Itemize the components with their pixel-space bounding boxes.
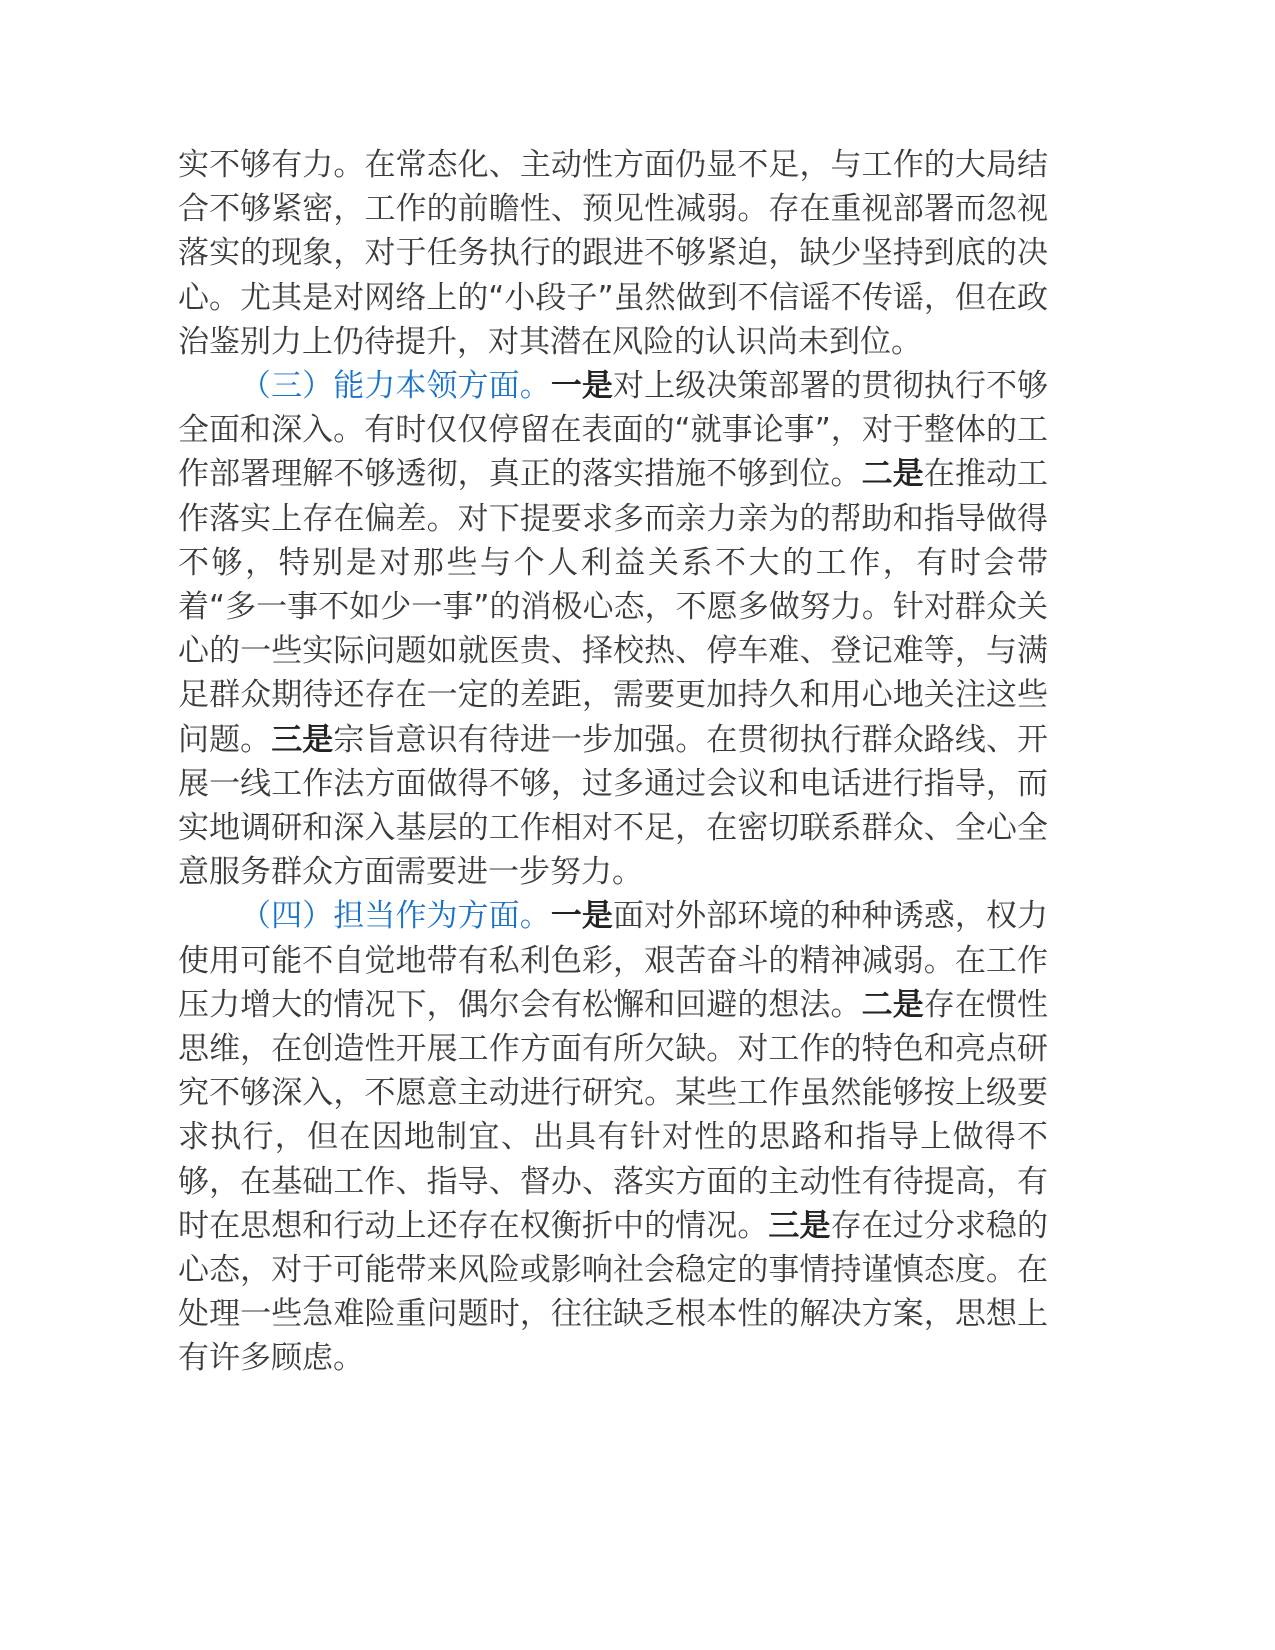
keyword-first: 一是: [550, 898, 613, 935]
paragraph-text: 存在惯性思维，在创造性开展工作方面有所欠缺。对工作的特色和亮点研究不够深入，不愿意主动进行研究。某些工作虽然能够按上级要求执行，但在因地制宜、出具有针对性的思路和指导上做得不够，在基础工作、指导、督办、落实方面的主动性有待提高，有时在思想和行动上还存在权衡折中的情况。: [178, 986, 1049, 1244]
paragraph-text: 面对外部环境的种种诱惑，权力使用可能不自觉地带有私利色彩，艰苦奋斗的精神减弱。在工作压力增大的情况下，偶尔会有松懈和回避的想法。: [178, 898, 1049, 1023]
paragraph-text: 对上级决策部署的贯彻执行不够全面和深入。有时仅仅停留在表面的“就事论事”，对于整体的工作部署理解不够透彻，真正的落实措施不够到位。: [178, 368, 1049, 493]
keyword-first: 一是: [550, 368, 613, 405]
paragraph-text: 存在过分求稳的心态，对于可能带来风险或影响社会稳定的事情持谨慎态度。在处理一些急难险重问题时，往往缺乏根本性的解决方案，思想上有许多顾虑。: [178, 1207, 1049, 1377]
paragraph-text: 宗旨意识有待进一步加强。在贯彻执行群众路线、开展一线工作法方面做得不够，过多通过会议和电话进行指导，而实地调研和深入基层的工作相对不足，在密切联系群众、全心全意服务群众方面需要进一步努力。: [178, 721, 1049, 891]
document-page: [178, 143, 1048, 1381]
keyword-third: 三是: [768, 1207, 831, 1244]
paragraph-ability: [178, 364, 1048, 894]
section-heading-ability: （三）能力本领方面。: [240, 368, 551, 405]
paragraph-continuation: [178, 143, 1048, 364]
section-heading-responsibility: （四）担当作为方面。: [240, 898, 551, 935]
paragraph-text: 在推动工作落实上存在偏差。对下提要求多而亲力亲为的帮助和指导做得不够，特别是对那些与个人利益关系不大的工作，有时会带着“多一事不如少一事”的消极心态，不愿多做努力。针对群众关心的一些实际问题如就医贵、择校热、停车难、登记难等，与满足群众期待还存在一定的差距，需要更加持久和用心地关注这些问题。: [178, 456, 1049, 758]
paragraph-responsibility: [178, 894, 1048, 1380]
keyword-second: 二是: [861, 986, 924, 1023]
keyword-second: 二是: [861, 456, 924, 493]
keyword-third: 三是: [271, 721, 334, 758]
paragraph-text: 实不够有力。在常态化、主动性方面仍显不足，与工作的大局结合不够紧密，工作的前瞻性、预见性减弱。存在重视部署而忽视落实的现象，对于任务执行的跟进不够紧迫，缺少坚持到底的决心。尤其是对网络上的“小段子”虽然做到不信谣不传谣，但在政治鉴别力上仍待提升，对其潜在风险的认识尚未到位。: [178, 147, 1048, 360]
